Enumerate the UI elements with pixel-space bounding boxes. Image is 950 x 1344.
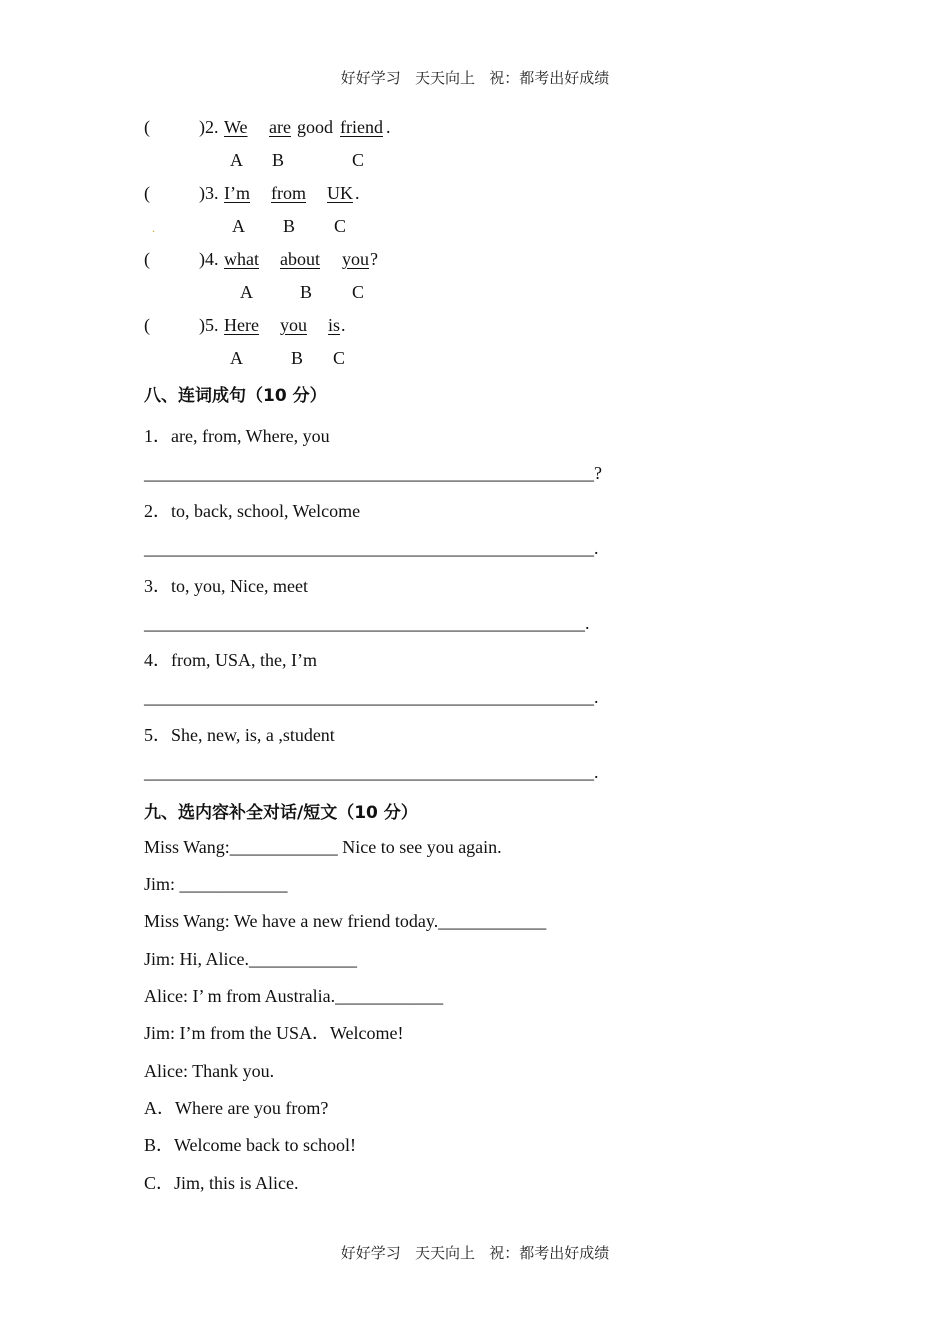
q4-label-b: B — [300, 282, 313, 302]
q5-paren: ( — [144, 315, 150, 335]
q2-label-c: C — [352, 150, 365, 170]
q3-label-a: A — [232, 216, 245, 236]
s8-item-5-answer-line: __________________________________________________. — [144, 762, 599, 782]
s9-dialogue-line: Jim: Hi, Alice.____________ — [144, 949, 357, 969]
q2-number: )2. — [199, 117, 219, 137]
q4-end: ? — [370, 249, 378, 269]
q5-number: )5. — [199, 315, 219, 335]
s8-item-3-prompt: 3．to, you, Nice, meet — [144, 576, 308, 596]
s9-dialogue-line: Jim: ____________ — [144, 874, 288, 894]
q2-option-a: We — [224, 117, 248, 137]
s8-item-4-answer-line: __________________________________________________. — [144, 687, 599, 707]
q5-label-c: C — [333, 348, 346, 368]
page-footer: 好好学习 天天向上 祝：都考出好成绩 — [340, 1244, 610, 1262]
s9-dialogue-line: Miss Wang: We have a new friend today.____________ — [144, 911, 547, 931]
q2-label-a: A — [230, 150, 243, 170]
q2-text: good — [297, 117, 333, 137]
q3-option-b: from — [271, 183, 306, 203]
q4-label-c: C — [352, 282, 365, 302]
s9-dialogue-line: Miss Wang:____________ Nice to see you again. — [144, 837, 502, 857]
s8-item-3-answer-line: _________________________________________________. — [144, 613, 590, 633]
s9-option-c: C．Jim, this is Alice. — [144, 1173, 299, 1193]
q3-label-b: B — [283, 216, 296, 236]
q3-stray-dot: . — [152, 221, 155, 235]
q2-option-c: friend — [340, 117, 383, 137]
q4-label-a: A — [240, 282, 253, 302]
q3-paren: ( — [144, 183, 150, 203]
section-8-title: 八、连词成句（10 分） — [144, 386, 327, 406]
s8-item-2-prompt: 2．to, back, school, Welcome — [144, 501, 361, 521]
s8-item-1-prompt: 1．are, from, Where, you — [144, 426, 330, 446]
q5-option-b: you — [280, 315, 307, 335]
s9-dialogue-line: Alice: I’ m from Australia.____________ — [144, 986, 444, 1006]
q4-option-a: what — [224, 249, 259, 269]
q5-label-a: A — [230, 348, 243, 368]
q5-end: . — [341, 315, 346, 335]
page-header: 好好学习 天天向上 祝：都考出好成绩 — [340, 69, 610, 87]
q4-option-c: you — [342, 249, 369, 269]
s9-option-b: B．Welcome back to school! — [144, 1135, 356, 1155]
q5-option-c: is — [328, 315, 341, 335]
s9-option-a: A．Where are you from? — [144, 1098, 329, 1118]
q2-option-b: are — [269, 117, 291, 137]
q2-paren: ( — [144, 117, 150, 137]
q4-paren: ( — [144, 249, 150, 269]
section-9-title: 九、选内容补全对话/短文（10 分） — [144, 803, 418, 823]
s9-dialogue-line: Alice: Thank you. — [144, 1061, 275, 1081]
q5-label-b: B — [291, 348, 304, 368]
q2-label-b: B — [272, 150, 285, 170]
q3-option-a: I’m — [224, 183, 250, 203]
s8-item-5-prompt: 5．She, new, is, a ,student — [144, 725, 335, 745]
s9-dialogue-line: Jim: I’m from the USA．Welcome! — [144, 1023, 404, 1043]
s8-item-1-answer-line: __________________________________________________? — [144, 463, 602, 483]
q4-option-b: about — [280, 249, 320, 269]
q3-end: . — [355, 183, 360, 203]
q3-label-c: C — [334, 216, 347, 236]
s8-item-4-prompt: 4．from, USA, the, I’m — [144, 650, 317, 670]
q4-number: )4. — [199, 249, 219, 269]
q2-end: . — [386, 117, 391, 137]
q3-number: )3. — [199, 183, 219, 203]
s8-item-2-answer-line: __________________________________________________. — [144, 538, 599, 558]
q5-option-a: Here — [224, 315, 259, 335]
q3-option-c: UK — [327, 183, 353, 203]
